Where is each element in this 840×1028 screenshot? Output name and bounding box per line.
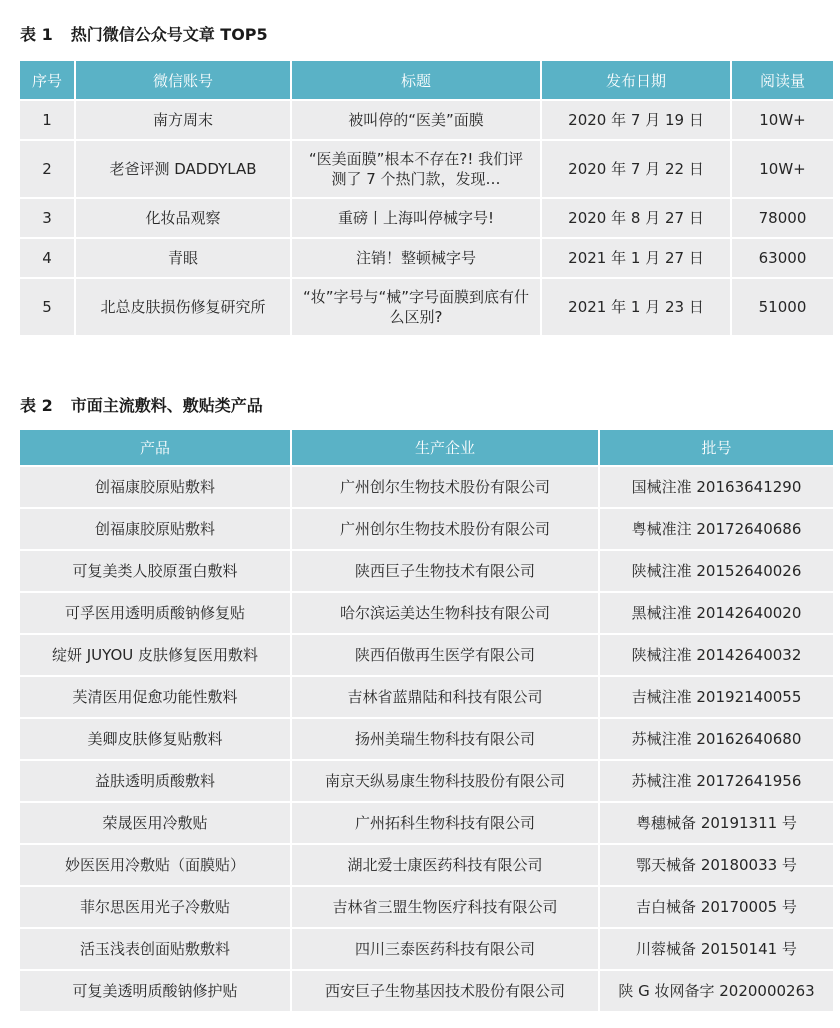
table-cell: 苏械注准 20172641956 [600, 761, 833, 803]
table2-caption [20, 393, 263, 416]
table-cell: 63000 [732, 239, 833, 279]
table-row [20, 803, 833, 845]
table-cell: 扬州美瑞生物科技有限公司 [292, 719, 600, 761]
table-cell: 广州创尔生物技术股份有限公司 [292, 509, 600, 551]
table-cell: 注销！整顿械字号 [292, 239, 542, 279]
table-cell: 2021 年 1 月 23 日 [542, 279, 732, 337]
table-cell: 南方周末 [76, 101, 292, 141]
table-cell: 陕西巨子生物技术有限公司 [292, 551, 600, 593]
table-cell: 重磅丨上海叫停械字号! [292, 199, 542, 239]
table-cell: 3 [20, 199, 76, 239]
table-cell: 广州创尔生物技术股份有限公司 [292, 467, 600, 509]
table-cell: 国械注准 20163641290 [600, 467, 833, 509]
table-cell: 78000 [732, 199, 833, 239]
table1-caption [20, 22, 268, 45]
table-cell: 可孚医用透明质酸钠修复贴 [20, 593, 292, 635]
table-row [20, 509, 833, 551]
table-cell: 活玉浅表创面贴敷敷料 [20, 929, 292, 971]
table1-header-cell: 阅读量 [732, 61, 833, 101]
table2-header-cell: 生产企业 [292, 430, 600, 467]
table-cell: 荣晟医用冷敷贴 [20, 803, 292, 845]
table-cell: 2021 年 1 月 27 日 [542, 239, 732, 279]
table1 [20, 61, 833, 337]
table-cell: 创福康胶原贴敷料 [20, 509, 292, 551]
table2-header-cell: 批号 [600, 430, 833, 467]
table-cell: 哈尔滨运美达生物科技有限公司 [292, 593, 600, 635]
table-cell: 陕 G 妆网备字 2020000263 [600, 971, 833, 1013]
table-row [20, 719, 833, 761]
table-row [20, 239, 833, 279]
table1-header-cell: 标题 [292, 61, 542, 101]
table2-header-row [20, 430, 833, 467]
table1-caption-number: 表 1 [20, 25, 53, 44]
table-cell: 1 [20, 101, 76, 141]
table-cell: 2020 年 7 月 19 日 [542, 101, 732, 141]
table-cell: 5 [20, 279, 76, 337]
table-row [20, 971, 833, 1013]
table-row [20, 101, 833, 141]
table2-header-cell: 产品 [20, 430, 292, 467]
table-cell: 粤械准注 20172640686 [600, 509, 833, 551]
table-cell: 创福康胶原贴敷料 [20, 467, 292, 509]
table-row [20, 761, 833, 803]
table-cell: “医美面膜”根本不存在?! 我们评测了 7 个热门款，发现… [292, 141, 542, 199]
table-row [20, 677, 833, 719]
table-cell: 可复美类人胶原蛋白敷料 [20, 551, 292, 593]
table-cell: 四川三泰医药科技有限公司 [292, 929, 600, 971]
table-cell: 吉林省三盟生物医疗科技有限公司 [292, 887, 600, 929]
table-row [20, 199, 833, 239]
table-cell: 苏械注准 20162640680 [600, 719, 833, 761]
table-cell: 芙清医用促愈功能性敷料 [20, 677, 292, 719]
table1-caption-text: 热门微信公众号文章 TOP5 [70, 25, 268, 44]
table-cell: 广州拓科生物科技有限公司 [292, 803, 600, 845]
table1-header-cell: 发布日期 [542, 61, 732, 101]
table-cell: 2020 年 8 月 27 日 [542, 199, 732, 239]
table-cell: 老爸评测 DADDYLAB [76, 141, 292, 199]
table-cell: 绽妍 JUYOU 皮肤修复医用敷料 [20, 635, 292, 677]
table-row [20, 551, 833, 593]
table-cell: 菲尔思医用光子冷敷贴 [20, 887, 292, 929]
table-cell: 化妆品观察 [76, 199, 292, 239]
table-cell: 10W+ [732, 141, 833, 199]
table-cell: 黑械注准 20142640020 [600, 593, 833, 635]
table-row [20, 141, 833, 199]
table-cell: 51000 [732, 279, 833, 337]
table-cell: 陕西佰傲再生医学有限公司 [292, 635, 600, 677]
table-row [20, 593, 833, 635]
table-cell: 10W+ [732, 101, 833, 141]
table1-header-row [20, 61, 833, 101]
table-cell: 西安巨子生物基因技术股份有限公司 [292, 971, 600, 1013]
table1-header-cell: 微信账号 [76, 61, 292, 101]
table-cell: 北总皮肤损伤修复研究所 [76, 279, 292, 337]
table1-header-cell: 序号 [20, 61, 76, 101]
table-row [20, 635, 833, 677]
table-cell: 被叫停的“医美”面膜 [292, 101, 542, 141]
table-cell: 鄂天械备 20180033 号 [600, 845, 833, 887]
table-cell: 青眼 [76, 239, 292, 279]
table-row [20, 929, 833, 971]
table2-body [20, 467, 833, 1013]
table-cell: 益肤透明质酸敷料 [20, 761, 292, 803]
table-cell: “妆”字号与“械”字号面膜到底有什么区别? [292, 279, 542, 337]
table2-caption-number: 表 2 [20, 396, 53, 415]
table2-caption-text: 市面主流敷料、敷贴类产品 [70, 396, 263, 415]
table-cell: 粤穗械备 20191311 号 [600, 803, 833, 845]
table-row [20, 467, 833, 509]
table-row [20, 887, 833, 929]
table-cell: 吉林省蓝鼎陆和科技有限公司 [292, 677, 600, 719]
table-cell: 吉白械备 20170005 号 [600, 887, 833, 929]
table-cell: 吉械注准 20192140055 [600, 677, 833, 719]
table-row [20, 845, 833, 887]
table-cell: 南京天纵易康生物科技股份有限公司 [292, 761, 600, 803]
table-row [20, 279, 833, 337]
table-cell: 4 [20, 239, 76, 279]
table-cell: 妙医医用冷敷贴（面膜贴） [20, 845, 292, 887]
table-cell: 2020 年 7 月 22 日 [542, 141, 732, 199]
table-cell: 美卿皮肤修复贴敷料 [20, 719, 292, 761]
table-cell: 陕械注准 20142640032 [600, 635, 833, 677]
table-cell: 川蓉械备 20150141 号 [600, 929, 833, 971]
table2 [20, 430, 833, 1013]
table-cell: 2 [20, 141, 76, 199]
table-cell: 可复美透明质酸钠修护贴 [20, 971, 292, 1013]
table-cell: 陕械注准 20152640026 [600, 551, 833, 593]
table-cell: 湖北爱士康医药科技有限公司 [292, 845, 600, 887]
